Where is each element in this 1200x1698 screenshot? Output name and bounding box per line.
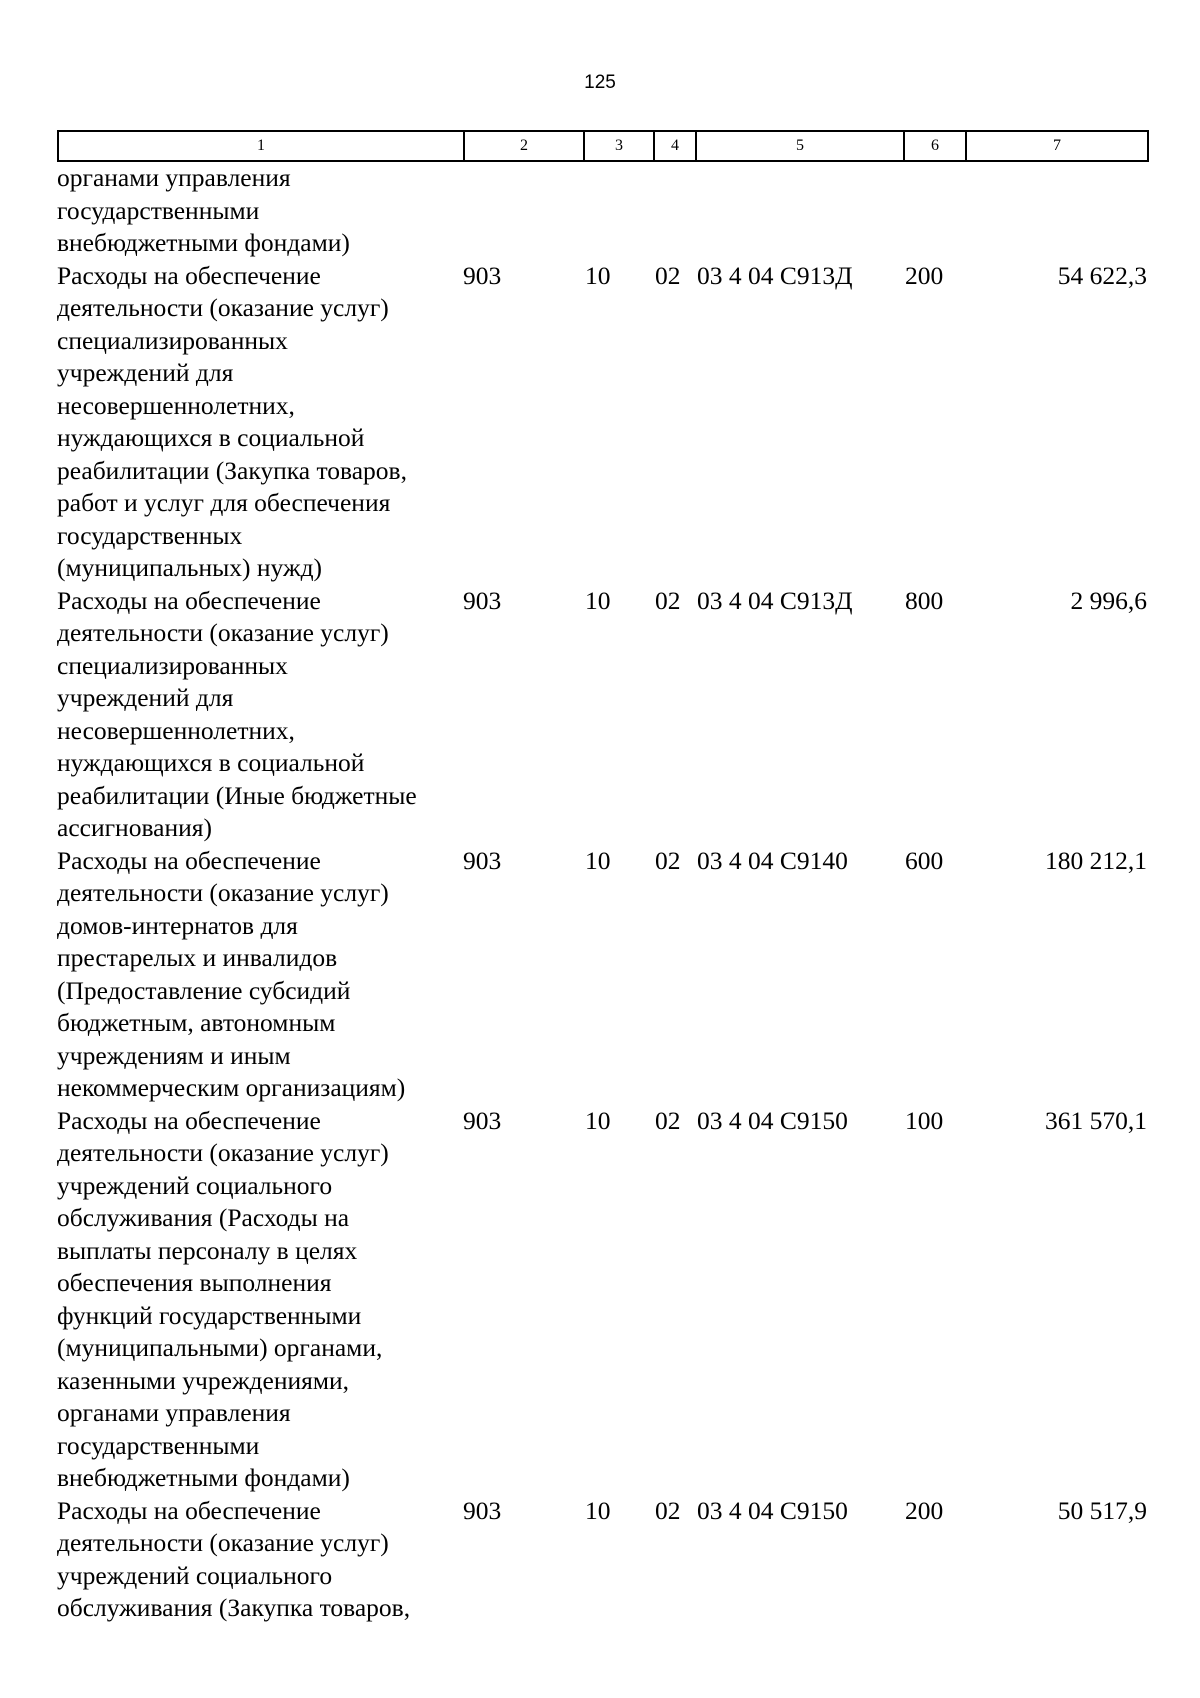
table-row (57, 1105, 1147, 1495)
row-expense-type: 200 (905, 260, 944, 290)
table-row (57, 585, 1147, 845)
row-amount: 2 996,6 (1070, 585, 1147, 615)
row-ved-code: 903 (463, 1495, 502, 1525)
table-row (57, 260, 1147, 585)
row-target-article: 03 4 04 С9150 (697, 1105, 848, 1135)
row-section-code: 10 (585, 585, 611, 615)
row-description: Расходы на обеспечение деятельности (оказание услуг) специализированных учреждений для несовершеннолетних, нуждающихся в социальной реабилитации (Иные бюджетные ассигнования) (57, 585, 417, 842)
header-col-6: 6 (904, 131, 966, 161)
header-col-2: 2 (464, 131, 584, 161)
row-ved-code: 903 (463, 1105, 502, 1135)
row-section-code: 10 (585, 845, 611, 875)
header-col-7: 7 (966, 131, 1148, 161)
header-col-5: 5 (696, 131, 904, 161)
row-subsection-code: 02 (655, 585, 681, 615)
row-subsection-code: 02 (655, 1105, 681, 1135)
header-col-1: 1 (58, 131, 464, 161)
row-section-code: 10 (585, 260, 611, 290)
row-subsection-code: 02 (655, 845, 681, 875)
header-col-4: 4 (654, 131, 696, 161)
row-description: Расходы на обеспечение деятельности (оказание услуг) учреждений социального обслуживания (Расходы на выплаты персоналу в целях обеспечения выполнения функций государственными (муниципальными) органами, казенными учреждениями, органами управления государственными внебюджетными фондами) (57, 1105, 389, 1492)
row-amount: 50 517,9 (1057, 1495, 1147, 1525)
row-ved-code: 903 (463, 260, 502, 290)
row-amount: 180 212,1 (1045, 845, 1147, 875)
row-description: Расходы на обеспечение деятельности (оказание услуг) учреждений социального обслуживания (Закупка товаров, (57, 1495, 411, 1622)
row-target-article: 03 4 04 С913Д (697, 585, 853, 615)
row-section-code: 10 (585, 1495, 611, 1525)
row-description: Расходы на обеспечение деятельности (оказание услуг) домов-интернатов для престарелых и инвалидов (Предоставление субсидий бюджетным, автономным учреждениям и иным некоммерческим организациям) (57, 845, 406, 1102)
row-description: органами управления государственными внебюджетными фондами) (57, 163, 350, 257)
row-expense-type: 600 (905, 845, 944, 875)
table-row (57, 1495, 1147, 1625)
table-row (57, 845, 1147, 1105)
row-subsection-code: 02 (655, 1495, 681, 1525)
row-amount: 54 622,3 (1057, 260, 1147, 290)
row-subsection-code: 02 (655, 260, 681, 290)
header-col-3: 3 (584, 131, 654, 161)
column-number-header (57, 130, 1149, 162)
row-amount: 361 570,1 (1045, 1105, 1147, 1135)
row-description: Расходы на обеспечение деятельности (оказание услуг) специализированных учреждений для несовершеннолетних, нуждающихся в социальной реабилитации (Закупка товаров, работ и услуг для обеспечения государственных (муниципальных) нужд) (57, 260, 407, 582)
page-number: 125 (584, 72, 616, 93)
row-target-article: 03 4 04 С913Д (697, 260, 853, 290)
row-expense-type: 200 (905, 1495, 944, 1525)
table-row (57, 162, 1147, 260)
row-ved-code: 903 (463, 585, 502, 615)
row-expense-type: 800 (905, 585, 944, 615)
budget-table-body (57, 162, 1147, 1625)
row-section-code: 10 (585, 1105, 611, 1135)
row-ved-code: 903 (463, 845, 502, 875)
row-expense-type: 100 (905, 1105, 944, 1135)
row-target-article: 03 4 04 С9140 (697, 845, 848, 875)
row-target-article: 03 4 04 С9150 (697, 1495, 848, 1525)
